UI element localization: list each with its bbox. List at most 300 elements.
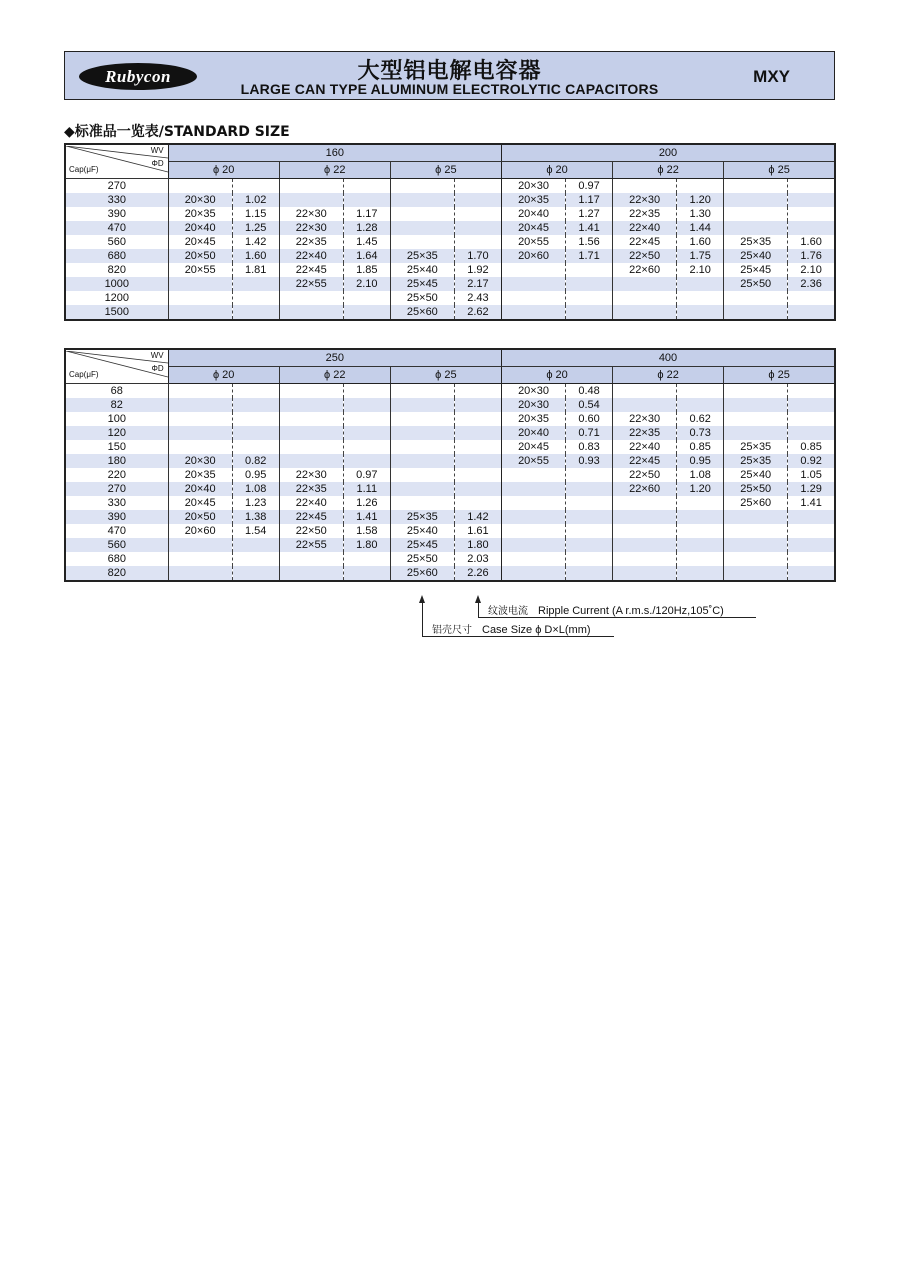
ripple-current-cell: 1.71 — [566, 249, 613, 263]
case-size-cell — [501, 510, 565, 524]
ripple-current-cell: 1.80 — [343, 538, 390, 552]
capacitance-cell: 1200 — [65, 291, 168, 305]
phi-d-label: ΦD — [151, 363, 164, 373]
capacitance-cell: 100 — [65, 412, 168, 426]
ripple-current-cell: 1.92 — [454, 263, 501, 277]
case-size-cell: 25×35 — [724, 454, 788, 468]
case-size-cell: 20×35 — [501, 193, 565, 207]
case-size-cell — [279, 193, 343, 207]
ripple-current-cell: 1.45 — [343, 235, 390, 249]
series-code: MXY — [753, 67, 790, 86]
case-size-cell: 20×30 — [501, 384, 565, 399]
case-size-cell — [168, 398, 232, 412]
ripple-current-cell: 1.15 — [232, 207, 279, 221]
table-row — [65, 496, 835, 510]
ripple-current-cell — [677, 398, 724, 412]
case-size-cell: 22×35 — [613, 426, 677, 440]
case-size-cell — [279, 305, 343, 320]
case-size-cell — [279, 440, 343, 454]
ripple-current-cell — [232, 305, 279, 320]
case-size-cell: 25×50 — [390, 291, 454, 305]
case-size-cell — [279, 412, 343, 426]
capacitance-cell: 150 — [65, 440, 168, 454]
case-size-cell: 20×40 — [501, 426, 565, 440]
case-size-cell — [279, 426, 343, 440]
legend-case-en: Case Size ϕ D×L(mm) — [482, 624, 591, 636]
ripple-current-cell — [788, 566, 835, 581]
capacitance-cell: 470 — [65, 221, 168, 235]
case-size-cell — [724, 524, 788, 538]
case-size-cell: 20×55 — [501, 235, 565, 249]
ripple-current-cell — [454, 468, 501, 482]
capacitance-cell: 270 — [65, 179, 168, 194]
ripple-current-cell — [454, 440, 501, 454]
ripple-current-cell: 2.26 — [454, 566, 501, 581]
table-row — [65, 291, 835, 305]
case-size-cell — [390, 193, 454, 207]
case-size-cell: 20×30 — [168, 193, 232, 207]
case-size-cell: 20×40 — [168, 482, 232, 496]
title-chinese: 大型铝电解电容器 — [357, 59, 542, 84]
table-row — [65, 249, 835, 263]
case-size-cell — [501, 496, 565, 510]
ripple-current-cell: 1.25 — [232, 221, 279, 235]
case-size-cell — [613, 566, 677, 581]
capacitance-cell: 1000 — [65, 277, 168, 291]
legend-ripple-underline — [478, 617, 756, 618]
title-english: LARGE CAN TYPE ALUMINUM ELECTROLYTIC CAPACITORS — [240, 81, 659, 97]
ripple-current-cell — [566, 468, 613, 482]
case-size-cell — [724, 566, 788, 581]
ripple-current-cell — [566, 305, 613, 320]
ripple-current-cell: 0.62 — [677, 412, 724, 426]
case-size-cell: 22×50 — [613, 249, 677, 263]
case-size-cell — [168, 552, 232, 566]
diameter-header: ϕ 22 — [279, 162, 390, 179]
case-size-cell: 20×35 — [168, 468, 232, 482]
case-size-cell — [501, 538, 565, 552]
capacitance-cell: 330 — [65, 193, 168, 207]
case-size-cell: 20×30 — [168, 454, 232, 468]
diameter-header: ϕ 20 — [168, 162, 279, 179]
ripple-current-cell: 1.08 — [677, 468, 724, 482]
case-size-cell: 20×50 — [168, 510, 232, 524]
table-row — [65, 552, 835, 566]
ripple-current-cell: 1.85 — [343, 263, 390, 277]
ripple-current-cell — [454, 221, 501, 235]
capacitance-cell: 820 — [65, 566, 168, 581]
case-size-cell: 25×50 — [390, 552, 454, 566]
ripple-current-cell — [232, 566, 279, 581]
ripple-current-cell: 0.95 — [232, 468, 279, 482]
ripple-current-cell — [566, 566, 613, 581]
page-header — [64, 51, 835, 100]
capacitance-cell: 390 — [65, 207, 168, 221]
capacitance-cell: 180 — [65, 454, 168, 468]
ripple-current-cell — [454, 496, 501, 510]
case-size-cell — [724, 305, 788, 320]
case-size-cell: 22×30 — [279, 221, 343, 235]
case-size-cell: 25×50 — [724, 482, 788, 496]
diameter-header: ϕ 25 — [724, 162, 835, 179]
case-size-cell: 22×45 — [279, 510, 343, 524]
ripple-current-cell — [566, 482, 613, 496]
case-size-cell: 22×50 — [613, 468, 677, 482]
table-row — [65, 221, 835, 235]
case-size-cell — [724, 221, 788, 235]
voltage-header: 250 — [168, 349, 501, 367]
case-size-cell — [168, 412, 232, 426]
case-size-cell: 22×30 — [613, 193, 677, 207]
case-size-cell — [279, 566, 343, 581]
ripple-current-cell — [677, 179, 724, 194]
case-size-cell: 25×60 — [724, 496, 788, 510]
case-size-cell — [501, 482, 565, 496]
table-row — [65, 412, 835, 426]
case-size-cell — [724, 384, 788, 399]
spec-table-2 — [64, 348, 836, 582]
case-size-cell — [390, 221, 454, 235]
case-size-cell — [390, 454, 454, 468]
ripple-current-cell: 0.71 — [566, 426, 613, 440]
diameter-header: ϕ 25 — [390, 162, 501, 179]
voltage-header: 400 — [501, 349, 835, 367]
corner-header — [65, 349, 168, 384]
table-row — [65, 524, 835, 538]
ripple-current-cell — [232, 277, 279, 291]
ripple-current-cell: 1.54 — [232, 524, 279, 538]
case-size-cell — [279, 179, 343, 194]
table-row — [65, 193, 835, 207]
ripple-current-cell — [677, 496, 724, 510]
table-row — [65, 179, 835, 194]
ripple-current-cell: 1.61 — [454, 524, 501, 538]
voltage-header: 160 — [168, 144, 501, 162]
ripple-current-cell — [677, 538, 724, 552]
case-size-cell — [390, 235, 454, 249]
case-size-cell: 22×40 — [613, 221, 677, 235]
case-size-cell — [168, 384, 232, 399]
case-size-cell: 25×35 — [724, 235, 788, 249]
ripple-current-cell: 1.23 — [232, 496, 279, 510]
case-size-cell — [390, 179, 454, 194]
voltage-header: 200 — [501, 144, 835, 162]
case-size-cell: 22×55 — [279, 277, 343, 291]
table-row — [65, 538, 835, 552]
ripple-current-cell: 1.26 — [343, 496, 390, 510]
case-size-cell — [390, 440, 454, 454]
ripple-current-cell — [343, 454, 390, 468]
ripple-current-cell — [566, 524, 613, 538]
ripple-current-cell — [677, 384, 724, 399]
ripple-current-cell — [343, 398, 390, 412]
capacitance-cell: 680 — [65, 249, 168, 263]
case-size-cell — [501, 566, 565, 581]
capacitance-cell: 82 — [65, 398, 168, 412]
ripple-current-cell: 0.93 — [566, 454, 613, 468]
ripple-current-cell — [232, 398, 279, 412]
case-size-cell — [613, 538, 677, 552]
case-size-cell: 25×35 — [724, 440, 788, 454]
wv-label: WV — [150, 145, 164, 155]
diameter-header: ϕ 20 — [501, 367, 612, 384]
ripple-current-cell: 2.36 — [788, 277, 835, 291]
ripple-current-cell: 1.11 — [343, 482, 390, 496]
case-size-cell — [168, 277, 232, 291]
case-size-cell — [613, 524, 677, 538]
legend-ripple-cn: 纹波电流 — [488, 606, 528, 617]
case-size-cell: 20×45 — [168, 235, 232, 249]
case-size-cell: 20×55 — [168, 263, 232, 277]
case-size-cell — [390, 207, 454, 221]
case-size-cell: 20×45 — [168, 496, 232, 510]
ripple-current-cell: 1.27 — [566, 207, 613, 221]
case-size-cell — [724, 426, 788, 440]
case-size-cell — [501, 524, 565, 538]
capacitance-cell: 560 — [65, 235, 168, 249]
case-size-cell: 25×40 — [390, 263, 454, 277]
ripple-current-cell: 1.41 — [788, 496, 835, 510]
ripple-current-cell: 2.17 — [454, 277, 501, 291]
case-size-cell: 25×50 — [724, 277, 788, 291]
ripple-current-cell — [566, 291, 613, 305]
ripple-current-cell — [788, 207, 835, 221]
ripple-current-cell — [677, 277, 724, 291]
legend-case-leader — [422, 599, 423, 636]
table-row — [65, 440, 835, 454]
case-size-cell — [390, 426, 454, 440]
case-size-cell — [279, 454, 343, 468]
case-size-cell — [168, 426, 232, 440]
wv-label: WV — [150, 350, 164, 360]
case-size-cell — [279, 291, 343, 305]
ripple-current-cell: 1.30 — [677, 207, 724, 221]
case-size-cell — [390, 496, 454, 510]
ripple-current-cell — [454, 384, 501, 399]
case-size-cell: 20×45 — [501, 440, 565, 454]
legend-case-underline — [422, 636, 614, 637]
ripple-current-cell — [232, 538, 279, 552]
ripple-current-cell — [788, 305, 835, 320]
ripple-current-cell — [677, 510, 724, 524]
capacitance-cell: 560 — [65, 538, 168, 552]
ripple-current-cell: 1.56 — [566, 235, 613, 249]
case-size-cell: 20×40 — [501, 207, 565, 221]
ripple-current-cell — [454, 482, 501, 496]
case-size-cell — [724, 510, 788, 524]
ripple-current-cell — [788, 412, 835, 426]
ripple-current-cell: 1.81 — [232, 263, 279, 277]
case-size-cell — [390, 398, 454, 412]
case-size-cell — [168, 440, 232, 454]
case-size-cell: 25×45 — [724, 263, 788, 277]
ripple-current-cell: 1.17 — [343, 207, 390, 221]
case-size-cell — [724, 291, 788, 305]
ripple-current-cell — [788, 426, 835, 440]
phi-d-label: ΦD — [151, 158, 164, 168]
ripple-current-cell — [454, 398, 501, 412]
case-size-cell: 20×45 — [501, 221, 565, 235]
case-size-cell — [501, 305, 565, 320]
case-size-cell — [501, 552, 565, 566]
cap-label: Cap(μF) — [69, 164, 99, 174]
diameter-header: ϕ 25 — [390, 367, 501, 384]
ripple-current-cell: 1.58 — [343, 524, 390, 538]
capacitance-cell: 1500 — [65, 305, 168, 320]
case-size-cell — [390, 468, 454, 482]
case-size-cell: 22×40 — [279, 496, 343, 510]
ripple-current-cell: 0.82 — [232, 454, 279, 468]
ripple-current-cell — [677, 566, 724, 581]
case-size-cell: 20×60 — [501, 249, 565, 263]
ripple-current-cell — [454, 235, 501, 249]
ripple-current-cell — [566, 277, 613, 291]
capacitance-cell: 330 — [65, 496, 168, 510]
ripple-current-cell: 2.43 — [454, 291, 501, 305]
legend-case-cn: 铝壳尺寸 — [432, 625, 472, 636]
table-row — [65, 235, 835, 249]
ripple-current-cell — [232, 440, 279, 454]
ripple-current-cell: 1.29 — [788, 482, 835, 496]
ripple-current-cell — [566, 496, 613, 510]
ripple-current-cell — [677, 524, 724, 538]
ripple-current-cell — [566, 510, 613, 524]
ripple-current-cell — [454, 179, 501, 194]
case-size-cell: 25×40 — [390, 524, 454, 538]
table-row — [65, 454, 835, 468]
case-size-cell — [501, 468, 565, 482]
capacitance-cell: 270 — [65, 482, 168, 496]
legend-case — [432, 621, 591, 636]
ripple-current-cell — [343, 552, 390, 566]
case-size-cell: 20×50 — [168, 249, 232, 263]
legend-ripple — [488, 602, 724, 617]
spec-table-1 — [64, 143, 836, 321]
ripple-current-cell — [454, 207, 501, 221]
case-size-cell — [613, 496, 677, 510]
ripple-current-cell — [788, 538, 835, 552]
capacitance-cell: 120 — [65, 426, 168, 440]
legend-ripple-en: Ripple Current (A r.m.s./120Hz,105˚C) — [538, 605, 724, 617]
case-size-cell: 25×40 — [724, 468, 788, 482]
case-size-cell: 22×55 — [279, 538, 343, 552]
ripple-current-cell — [232, 179, 279, 194]
ripple-current-cell: 2.62 — [454, 305, 501, 320]
case-size-cell — [724, 412, 788, 426]
ripple-current-cell — [232, 291, 279, 305]
ripple-current-cell — [343, 440, 390, 454]
ripple-current-cell: 1.20 — [677, 482, 724, 496]
ripple-current-cell — [788, 221, 835, 235]
case-size-cell — [279, 384, 343, 399]
ripple-current-cell — [788, 398, 835, 412]
case-size-cell — [501, 291, 565, 305]
ripple-current-cell — [232, 552, 279, 566]
ripple-current-cell — [677, 291, 724, 305]
ripple-arrow-icon — [475, 595, 481, 603]
ripple-current-cell: 1.20 — [677, 193, 724, 207]
rubycon-logo: Rubycon — [79, 63, 197, 90]
case-size-cell: 22×60 — [613, 482, 677, 496]
ripple-current-cell: 1.08 — [232, 482, 279, 496]
ripple-current-cell: 2.10 — [343, 277, 390, 291]
ripple-current-cell: 1.60 — [788, 235, 835, 249]
case-size-cell: 20×40 — [168, 221, 232, 235]
ripple-current-cell — [343, 193, 390, 207]
case-size-cell: 20×30 — [501, 179, 565, 194]
case-size-cell: 20×35 — [501, 412, 565, 426]
case-size-cell: 22×45 — [613, 235, 677, 249]
ripple-current-cell: 1.44 — [677, 221, 724, 235]
ripple-current-cell — [343, 426, 390, 440]
ripple-current-cell: 1.17 — [566, 193, 613, 207]
case-size-cell — [613, 398, 677, 412]
ripple-current-cell: 1.41 — [343, 510, 390, 524]
case-size-cell — [724, 538, 788, 552]
table-row — [65, 566, 835, 581]
cap-label: Cap(μF) — [69, 369, 99, 379]
ripple-current-cell: 2.03 — [454, 552, 501, 566]
ripple-current-cell: 1.60 — [232, 249, 279, 263]
ripple-current-cell: 1.38 — [232, 510, 279, 524]
capacitance-cell: 680 — [65, 552, 168, 566]
corner-header — [65, 144, 168, 179]
ripple-current-cell: 1.76 — [788, 249, 835, 263]
case-size-cell — [168, 305, 232, 320]
ripple-current-cell: 1.75 — [677, 249, 724, 263]
ripple-current-cell — [788, 384, 835, 399]
case-size-cell: 22×60 — [613, 263, 677, 277]
case-size-cell: 22×45 — [279, 263, 343, 277]
case-size-cell: 25×40 — [724, 249, 788, 263]
table-row — [65, 263, 835, 277]
ripple-current-cell: 1.42 — [454, 510, 501, 524]
case-size-cell — [724, 398, 788, 412]
case-size-cell: 22×35 — [279, 482, 343, 496]
case-size-cell: 22×35 — [279, 235, 343, 249]
ripple-current-cell — [232, 412, 279, 426]
ripple-current-cell: 1.64 — [343, 249, 390, 263]
ripple-current-cell — [788, 510, 835, 524]
ripple-current-cell: 0.85 — [677, 440, 724, 454]
ripple-current-cell: 1.28 — [343, 221, 390, 235]
case-size-cell — [613, 277, 677, 291]
ripple-current-cell: 2.10 — [677, 263, 724, 277]
ripple-current-cell: 0.48 — [566, 384, 613, 399]
ripple-current-cell: 0.95 — [677, 454, 724, 468]
case-size-cell — [724, 193, 788, 207]
case-size-cell — [613, 179, 677, 194]
case-size-cell — [390, 412, 454, 426]
ripple-current-cell: 2.10 — [788, 263, 835, 277]
ripple-current-cell: 1.02 — [232, 193, 279, 207]
ripple-current-cell: 1.60 — [677, 235, 724, 249]
case-size-cell: 22×30 — [613, 412, 677, 426]
ripple-current-cell: 0.60 — [566, 412, 613, 426]
table-row — [65, 207, 835, 221]
ripple-current-cell — [677, 552, 724, 566]
case-size-cell — [613, 552, 677, 566]
table-row — [65, 426, 835, 440]
case-size-cell — [279, 398, 343, 412]
ripple-current-cell — [788, 552, 835, 566]
ripple-current-cell: 1.05 — [788, 468, 835, 482]
case-size-cell: 25×45 — [390, 277, 454, 291]
ripple-current-cell — [788, 524, 835, 538]
case-size-cell — [724, 552, 788, 566]
ripple-current-cell: 0.73 — [677, 426, 724, 440]
case-size-cell — [613, 510, 677, 524]
